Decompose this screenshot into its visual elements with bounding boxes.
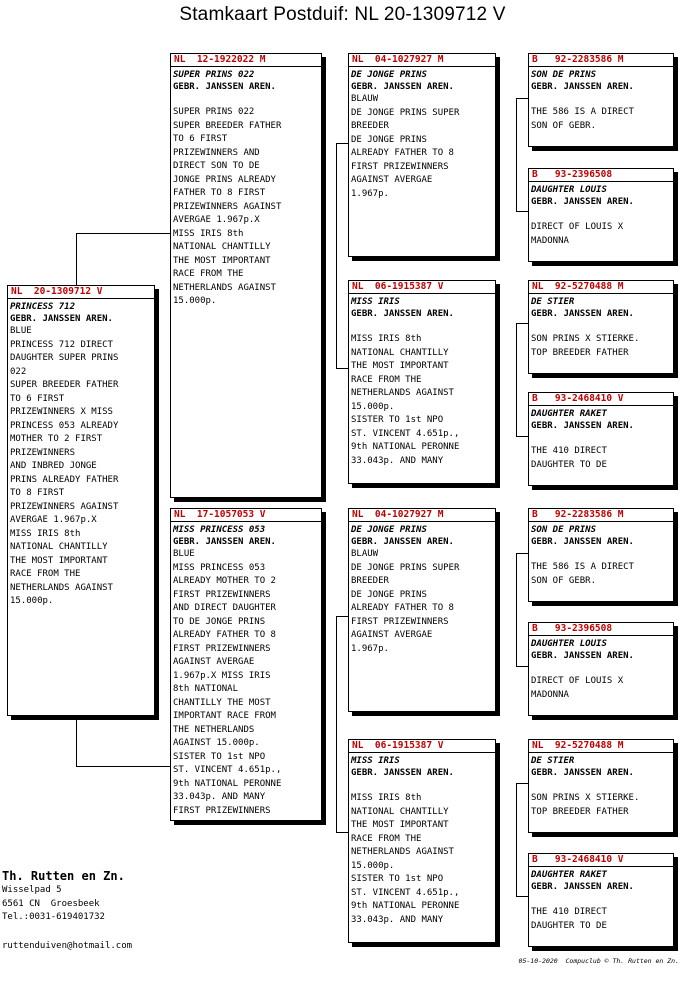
breeder: GEBR. JANSSEN AREN. <box>351 309 454 319</box>
pigeon-name: MISS IRIS <box>351 756 400 766</box>
ring-number: B 93-2468410 V <box>529 854 673 867</box>
pigeon-info: BLUE MISS PRINCESS 053 ALREADY MOTHER TO 2 FIRST PRIZEWINNERS AND DIRECT DAUGHTER TO DE JONGE PRINS ALREADY FATHER TO 8 FIRST PRIZEWINNERS AGAINST AVERGAE 1.967p.X MISS IRIS 8th NATIONAL CHANTILLY THE MOST IMPORTANT RACE FROM THE NETHERLANDS AGAINST 15.000p. SISTER TO 1st NPO ST. VINCENT 4.651p., 9th NATIONAL PERONNE 33.043p. AND MANY FIRST PRIZEWINNERS <box>173 549 282 816</box>
dsd-card[interactable] <box>528 622 674 716</box>
sire-dam-card[interactable] <box>348 280 496 484</box>
connector-line <box>336 616 348 617</box>
dam-card[interactable] <box>170 508 322 821</box>
pigeon-info: BLUE PRINCESS 712 DIRECT DAUGHTER SUPER PRINS 022 SUPER BREEDER FATHER TO 6 FIRST PRIZEWINNERS X MISS PRINCESS 053 ALREADY MOTHER TO 2 FIRST PRIZEWINNERS AND INBRED JONGE PRINS ALREADY FATHER TO 8 FIRST PRIZEWINNERS AGAINST AVERGAE 1.967p.X MISS IRIS 8th NATIONAL CHANTILLY THE MOST IMPORTANT RACE FROM THE NETHERLANDS AGAINST 15.000p. <box>10 326 119 606</box>
pigeon-name: DE STIER <box>531 756 575 766</box>
ring-number: NL 04-1027927 M <box>349 54 495 67</box>
owner-phone: Tel.:0031-619401732 <box>2 912 105 922</box>
pigeon-name: PRINCESS 712 <box>10 302 76 312</box>
sdd-card[interactable] <box>528 392 674 486</box>
ring-number: NL 06-1915387 V <box>349 281 495 294</box>
pigeon-info: THE 586 IS A DIRECT SON OF GEBR. <box>531 107 634 131</box>
breeder: GEBR. JANSSEN AREN. <box>531 421 634 431</box>
connector-line <box>516 783 517 896</box>
pigeon-name: MISS PRINCESS 053 <box>173 525 266 535</box>
ssd-card[interactable] <box>528 168 674 262</box>
ring-number: NL 92-5270488 M <box>529 740 673 753</box>
connector-line <box>336 143 348 144</box>
pigeon-name: DAUGHTER RAKET <box>531 409 607 419</box>
breeder: GEBR. JANSSEN AREN. <box>531 197 634 207</box>
dss-card[interactable] <box>528 508 674 602</box>
pigeon-info: SON PRINS X STIERKE. TOP BREEDER FATHER <box>531 334 640 358</box>
connector-line <box>336 616 337 832</box>
breeder: GEBR. JANSSEN AREN. <box>531 882 634 892</box>
ring-number: NL 12-1922022 M <box>171 54 321 67</box>
sss-card[interactable] <box>528 53 674 147</box>
connector-line <box>516 553 528 554</box>
page-title: Stamkaart Postduif: NL 20-1309712 V <box>179 4 506 25</box>
breeder: GEBR. JANSSEN AREN. <box>10 314 113 324</box>
connector-line <box>516 553 517 666</box>
connector-line <box>76 766 170 767</box>
connector-line <box>336 832 348 833</box>
pigeon-info: THE 410 DIRECT DAUGHTER TO DE <box>531 446 607 470</box>
pigeon-name: MISS IRIS <box>351 297 400 307</box>
connector-line <box>516 98 528 99</box>
subject-card[interactable] <box>7 285 155 716</box>
breeder: GEBR. JANSSEN AREN. <box>531 537 634 547</box>
owner-email[interactable]: ruttenduiven@hotmail.com <box>2 941 133 951</box>
dam-dam-card[interactable] <box>348 739 496 943</box>
ring-number: NL 17-1057053 V <box>171 509 321 522</box>
ring-number: NL 92-5270488 M <box>529 281 673 294</box>
pigeon-info: DIRECT OF LOUIS X MADONNA <box>531 222 624 246</box>
connector-line <box>516 436 528 437</box>
ring-number: B 93-2468410 V <box>529 393 673 406</box>
pigeon-info: SON PRINS X STIERKE. TOP BREEDER FATHER <box>531 793 640 817</box>
connector-line <box>516 896 528 897</box>
connector-line <box>76 716 77 766</box>
pigeon-info: MISS IRIS 8th NATIONAL CHANTILLY THE MOST IMPORTANT RACE FROM THE NETHERLANDS AGAINST 15.000p. SISTER TO 1st NPO ST. VINCENT 4.651p., 9th NATIONAL PERONNE 33.043p. AND MANY <box>351 334 460 466</box>
dds-card[interactable] <box>528 739 674 833</box>
sire-sire-card[interactable] <box>348 53 496 257</box>
owner-address: Wisselpad 5 <box>2 885 62 895</box>
connector-line <box>76 233 170 234</box>
pigeon-info: THE 410 DIRECT DAUGHTER TO DE <box>531 907 607 931</box>
breeder: GEBR. JANSSEN AREN. <box>531 82 634 92</box>
breeder: GEBR. JANSSEN AREN. <box>351 82 454 92</box>
breeder: GEBR. JANSSEN AREN. <box>531 651 634 661</box>
footer-credit: 05-10-2020 Compuclub © Th. Rutten en Zn. <box>518 957 679 965</box>
pigeon-name: DE JONGE PRINS <box>351 525 427 535</box>
connector-line <box>516 666 528 667</box>
pigeon-info: SUPER PRINS 022 SUPER BREEDER FATHER TO 6 FIRST PRIZEWINNERS AND DIRECT SON TO DE JONGE PRINS ALREADY FATHER TO 8 FIRST PRIZEWINNERS AGAINST AVERGAE 1.967p.X MISS IRIS 8th NATIONAL CHANTILLY THE MOST IMPORTANT RACE FROM THE NETHERLANDS AGAINST 15.000p. <box>173 107 282 306</box>
pigeon-info: MISS IRIS 8th NATIONAL CHANTILLY THE MOST IMPORTANT RACE FROM THE NETHERLANDS AGAINST 15.000p. SISTER TO 1st NPO ST. VINCENT 4.651p., 9th NATIONAL PERONNE 33.043p. AND MANY <box>351 793 460 925</box>
pigeon-name: DE JONGE PRINS <box>351 70 427 80</box>
pigeon-info: BLAUW DE JONGE PRINS SUPER BREEDER DE JONGE PRINS ALREADY FATHER TO 8 FIRST PRIZEWINNERS AGAINST AVERGAE 1.967p. <box>351 94 460 199</box>
ring-number: NL 06-1915387 V <box>349 740 495 753</box>
pigeon-name: DAUGHTER LOUIS <box>531 185 607 195</box>
pigeon-info: BLAUW DE JONGE PRINS SUPER BREEDER DE JONGE PRINS ALREADY FATHER TO 8 FIRST PRIZEWINNERS AGAINST AVERGAE 1.967p. <box>351 549 460 654</box>
sire-card[interactable] <box>170 53 322 498</box>
pigeon-name: DAUGHTER LOUIS <box>531 639 607 649</box>
breeder: GEBR. JANSSEN AREN. <box>531 768 634 778</box>
breeder: GEBR. JANSSEN AREN. <box>351 768 454 778</box>
pigeon-name: DAUGHTER RAKET <box>531 870 607 880</box>
pigeon-name: DE STIER <box>531 297 575 307</box>
ring-number: NL 20-1309712 V <box>8 286 154 299</box>
connector-line <box>336 143 337 368</box>
owner-city: 6561 CN Groesbeek <box>2 898 100 909</box>
connector-line <box>516 323 528 324</box>
ddd-card[interactable] <box>528 853 674 947</box>
connector-line <box>76 233 77 285</box>
breeder: GEBR. JANSSEN AREN. <box>173 537 276 547</box>
pigeon-info: THE 586 IS A DIRECT SON OF GEBR. <box>531 562 634 586</box>
dam-sire-card[interactable] <box>348 508 496 712</box>
owner-name: Th. Rutten en Zn. <box>2 869 125 883</box>
pigeon-info: DIRECT OF LOUIS X MADONNA <box>531 676 624 700</box>
ring-number: B 92-2283586 M <box>529 509 673 522</box>
sds-card[interactable] <box>528 280 674 374</box>
connector-line <box>516 211 528 212</box>
owner-block <box>2 868 125 925</box>
ring-number: NL 04-1027927 M <box>349 509 495 522</box>
pigeon-name: SUPER PRINS 022 <box>173 70 255 80</box>
connector-line <box>336 368 348 369</box>
ring-number: B 93-2396508 <box>529 623 673 636</box>
breeder: GEBR. JANSSEN AREN. <box>173 82 276 92</box>
connector-line <box>516 323 517 436</box>
pigeon-name: SON DE PRINS <box>531 525 597 535</box>
ring-number: B 92-2283586 M <box>529 54 673 67</box>
connector-line <box>516 98 517 211</box>
breeder: GEBR. JANSSEN AREN. <box>351 537 454 547</box>
ring-number: B 93-2396508 <box>529 169 673 182</box>
breeder: GEBR. JANSSEN AREN. <box>531 309 634 319</box>
connector-line <box>516 783 528 784</box>
pigeon-name: SON DE PRINS <box>531 70 597 80</box>
